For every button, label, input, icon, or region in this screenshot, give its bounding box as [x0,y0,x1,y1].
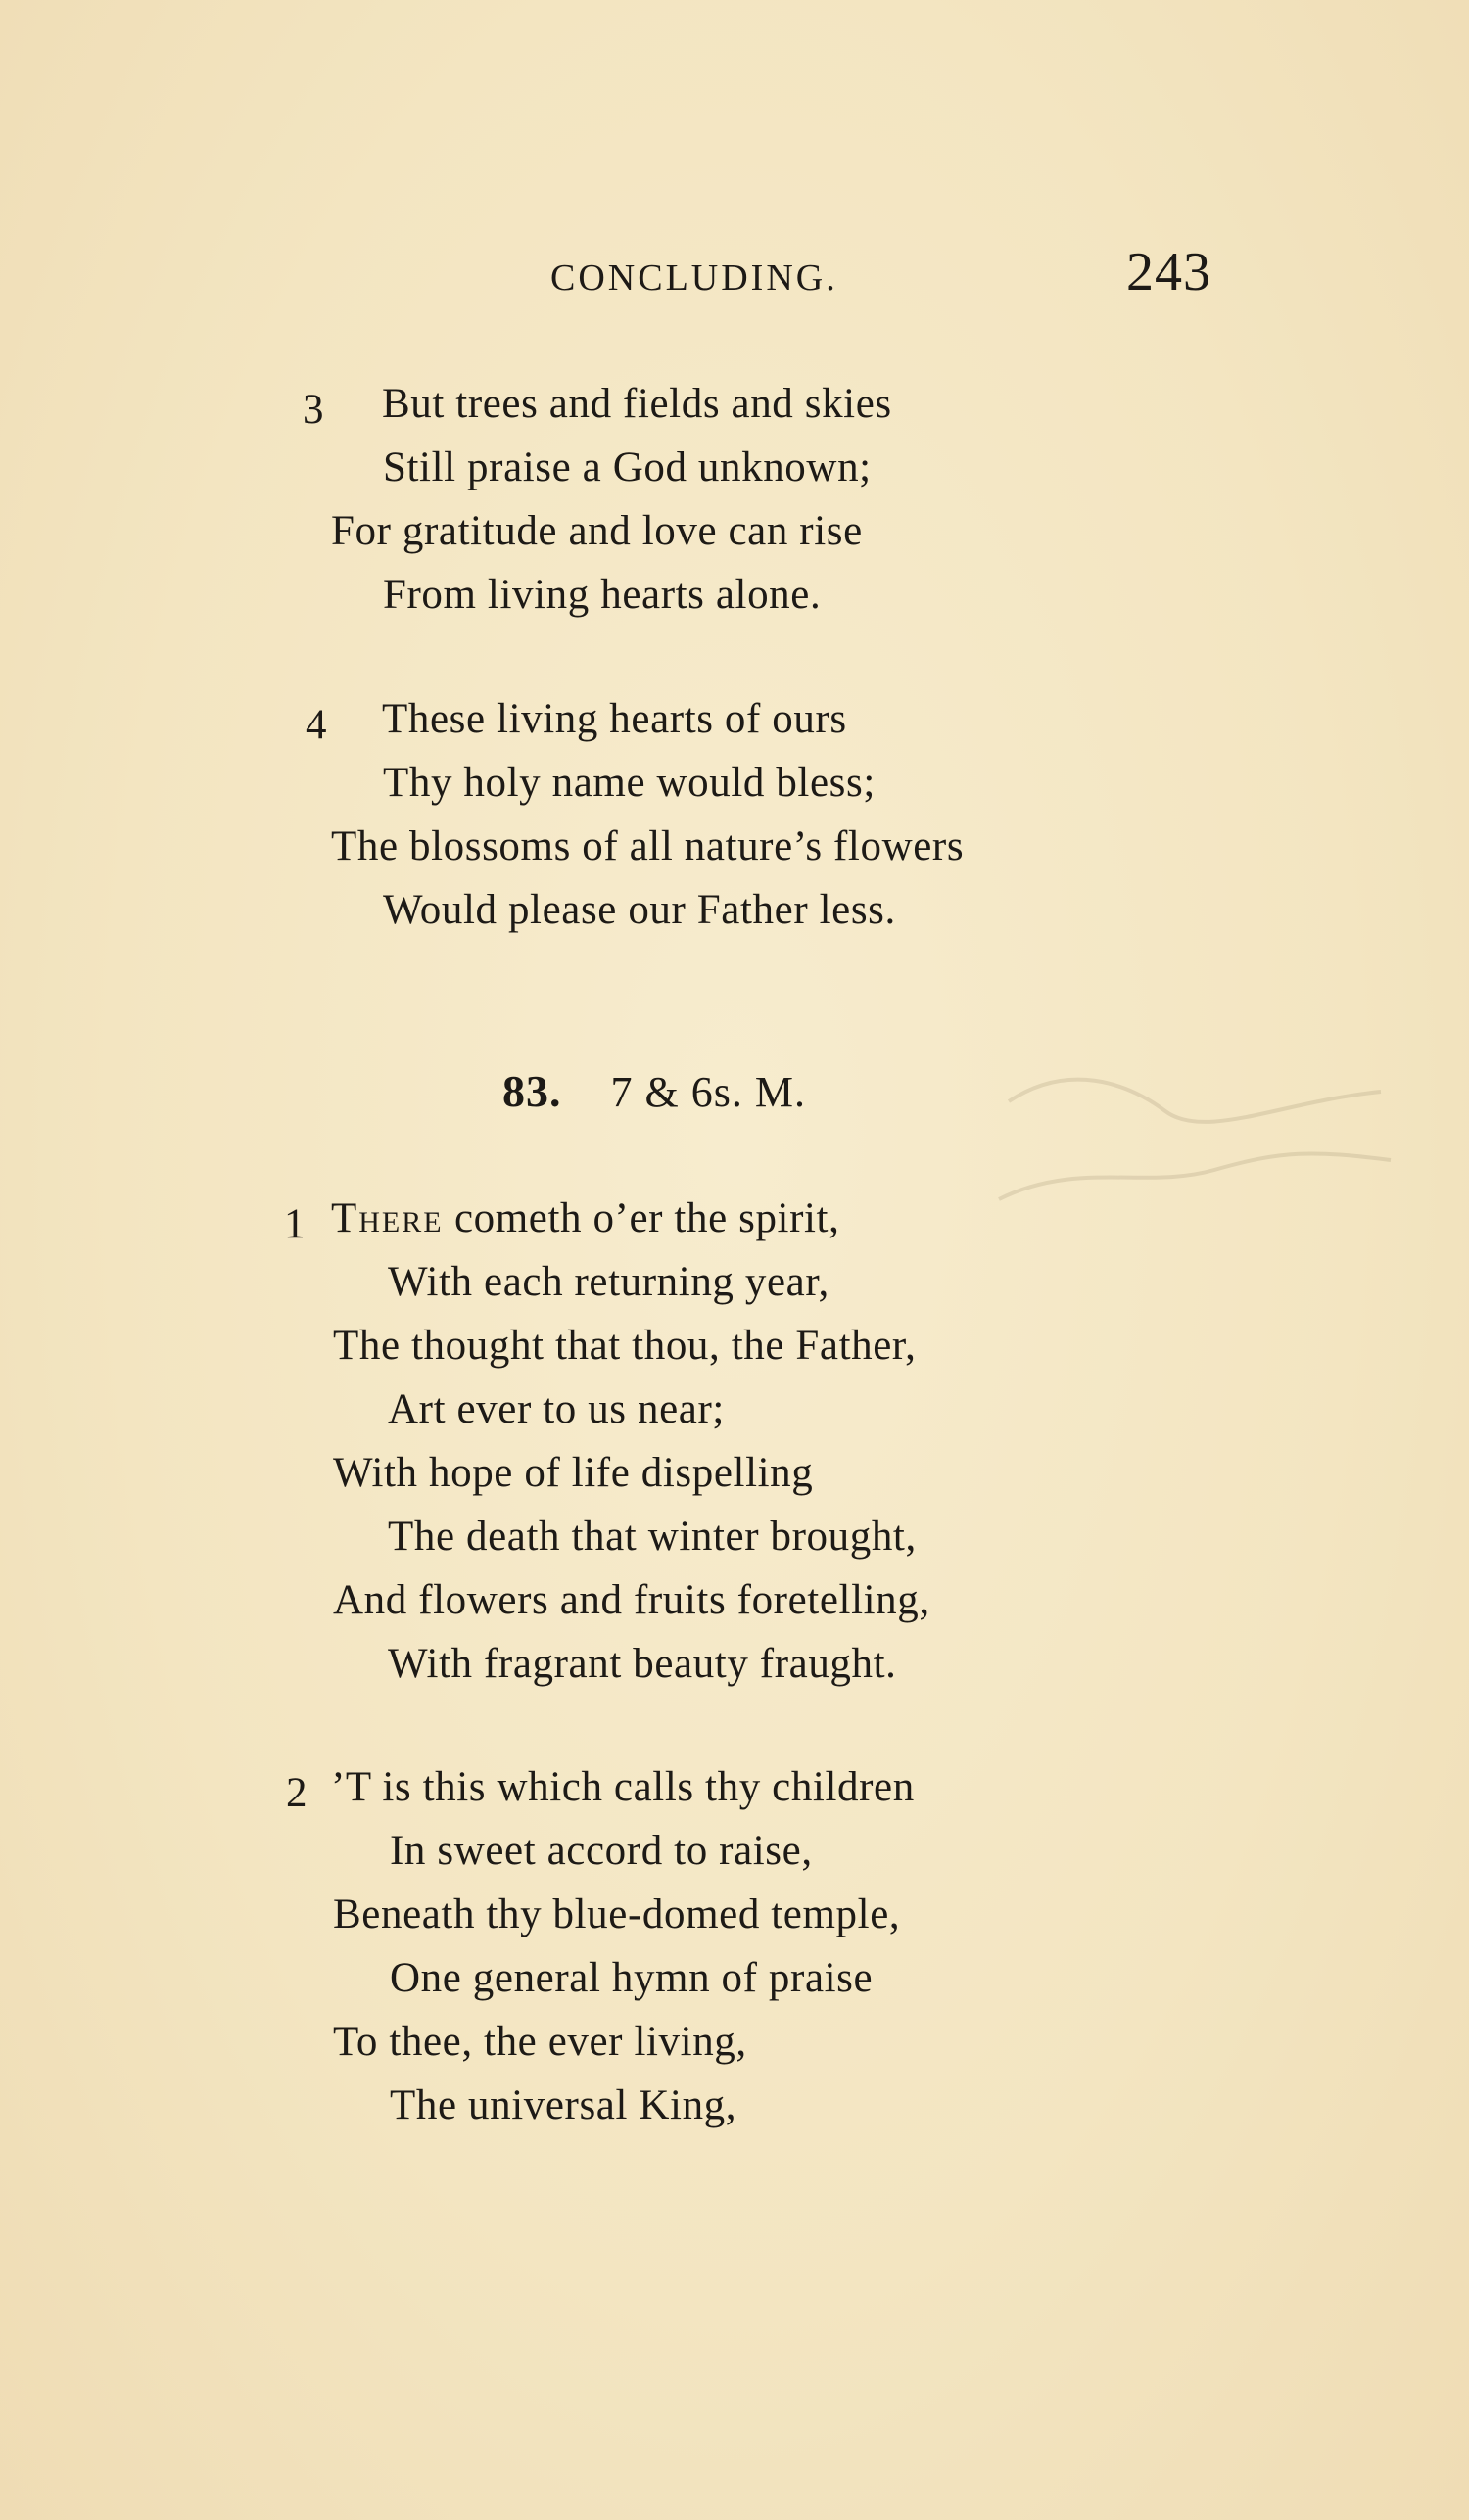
verse-line: With fragrant beauty fraught. [388,1641,897,1687]
verse-line: From living hearts alone. [383,572,822,618]
hymn-heading [502,1065,806,1117]
verse-line: ’T is this which calls thy children [331,1764,915,1810]
show-through-stain [989,1043,1400,1258]
verse-line: These living hearts of ours [382,696,847,742]
verse-line: But trees and fields and skies [382,381,892,427]
verse-first-line-rest: cometh o’er the spirit, [443,1195,840,1241]
verse-number: 2 [286,1770,308,1816]
verse-first-word: There [331,1195,444,1241]
verse-number: 1 [284,1201,307,1247]
verse-line: One general hymn of praise [390,1955,874,2001]
verse-line: Still praise a God unknown; [383,444,872,490]
verse-line: Beneath thy blue-domed temple, [333,1891,901,1937]
verse-line: And flowers and fruits foretelling, [333,1577,930,1623]
verse-line: Art ever to us near; [388,1386,725,1432]
verse-number: 4 [306,702,328,748]
verse-line: To thee, the ever living, [333,2019,747,2065]
hymn-meter: 7 & 6s. M. [610,1068,806,1116]
verse-line: The blossoms of all nature’s flowers [331,823,965,869]
verse-line: The universal King, [390,2082,737,2128]
verse-line: With hope of life dispelling [333,1450,814,1496]
verse-line: The death that winter brought, [388,1514,917,1560]
verse-line: With each returning year, [388,1259,829,1305]
verse-line: In sweet accord to raise, [390,1828,813,1874]
verse-number: 3 [303,387,325,433]
verse-line: Thy holy name would bless; [383,760,876,806]
page-number: 243 [1126,242,1211,303]
verse-line [331,1194,839,1242]
verse-line: The thought that thou, the Father, [333,1323,917,1369]
verse-line: For gratitude and love can rise [331,508,863,554]
running-title: CONCLUDING. [550,257,838,299]
hymn-number: 83. [502,1066,562,1116]
verse-line: Would please our Father less. [383,887,896,933]
